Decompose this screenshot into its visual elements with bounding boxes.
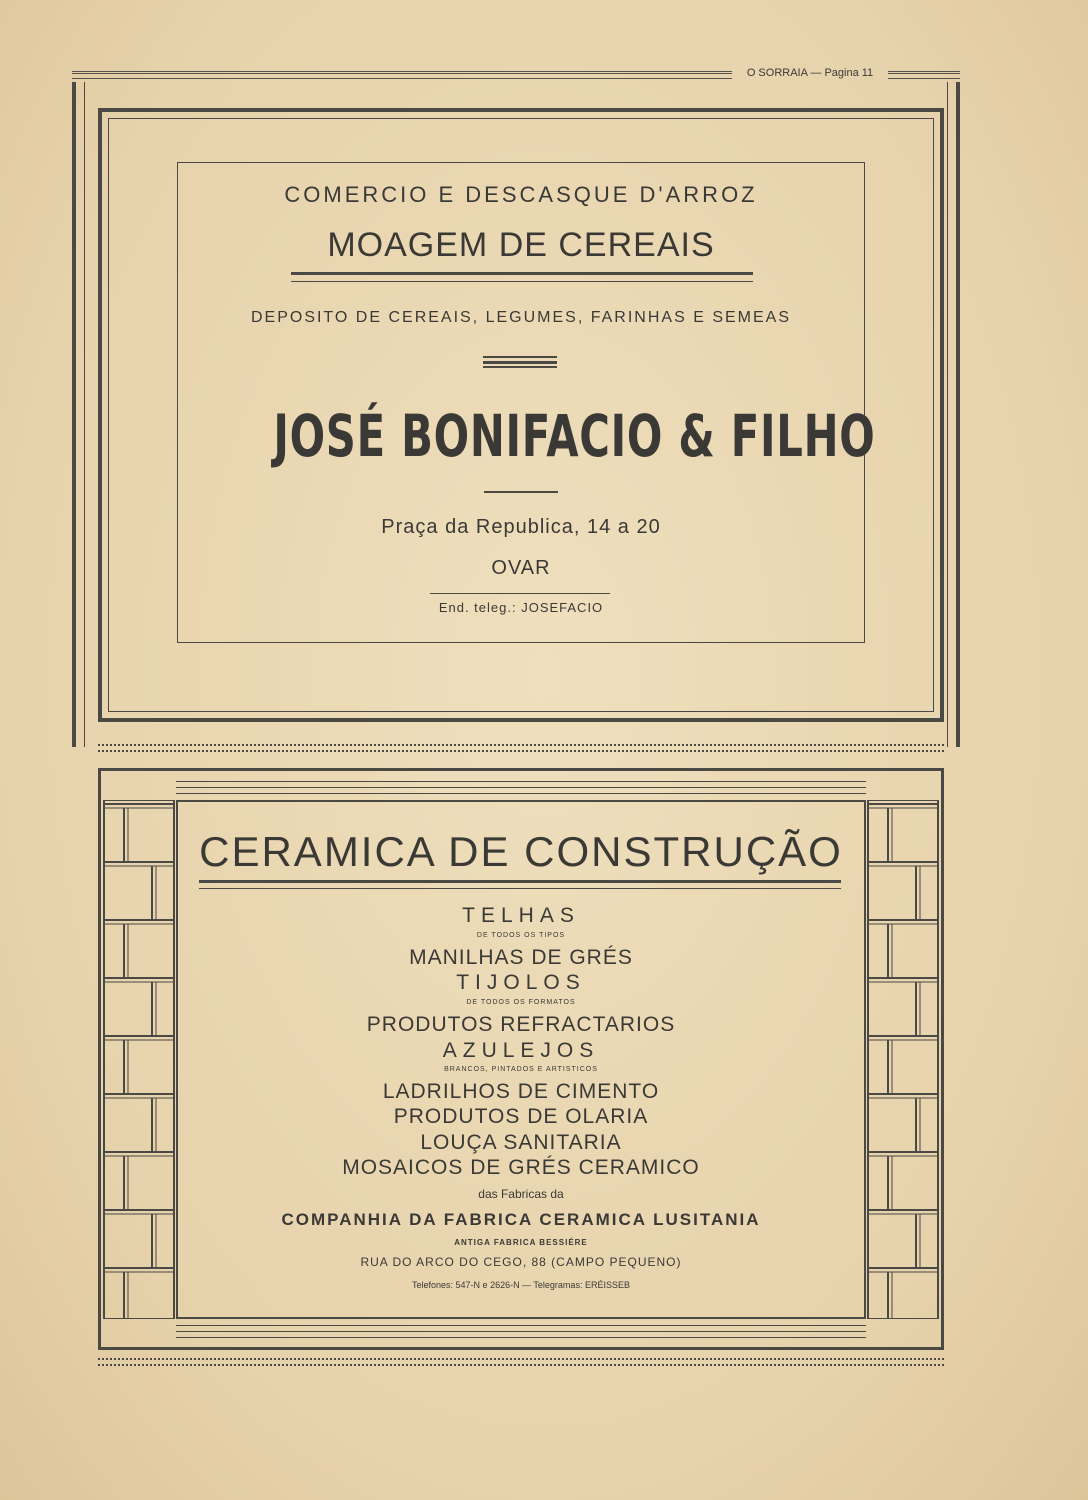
ad2-title: CERAMICA DE CONSTRUÇÃO [199,828,843,875]
ad2-top-line-2 [176,787,866,788]
ad1-products: DEPOSITO DE CEREAIS, LEGUMES, FARINHAS E SEMEAS [250,309,792,326]
ad1-city-rule [430,593,610,594]
header-rule-right [888,71,960,79]
ad2-from-label: das Fabricas da [478,1187,564,1201]
ad2-company-name: COMPANHIA DA FABRICA CERAMICA LUSITANIA [281,1210,761,1229]
ad1-company-rule [484,491,558,493]
product-ladrilhos: LADRILHOS DE CIMENTO [382,1080,660,1103]
ad2-street-address: RUA DO ARCO DO CEGO, 88 (CAMPO PEQUENO) [360,1255,682,1269]
product-azulejos-note: BRANCOS, PINTADOS E ARTISTICOS [444,1066,598,1073]
ad1-telegraph: End. teleg.: JOSEFACIO [438,600,604,615]
brick-pattern-left [102,800,176,1319]
ad1-tagline: COMERCIO E DESCASQUE D'ARROZ [284,182,758,207]
ad1-address: Praça da Republica, 14 a 20 [381,516,661,538]
header-rule-left [72,71,732,79]
product-refractarios: PRODUTOS REFRACTARIOS [366,1013,676,1036]
page-label: O SORRAIA — Pagina 11 [746,67,874,79]
brick-column-outline [104,800,174,1319]
brick-pattern-right [866,800,940,1319]
product-tijolos: TIJOLOS [456,971,586,994]
ad2-bottom-line-1 [176,1325,866,1326]
product-telhas: TELHAS [462,904,580,927]
product-tijolos-note: DE TODOS OS FORMATOS [466,999,576,1006]
ad2-bottom-dotted-border [98,1358,944,1366]
ad1-heading: MOAGEM DE CEREAIS [327,226,715,264]
ad2-top-line-1 [176,781,866,782]
ad1-separator [483,356,557,368]
brick-column-outline [868,800,938,1319]
product-manilhas: MANILHAS DE GRÉS [409,946,633,969]
ad2-top-dotted-border [98,744,944,752]
product-azulejos: AZULEJOS [442,1039,600,1062]
product-olaria: PRODUTOS DE OLARIA [393,1105,649,1128]
ad2-bottom-line-3 [176,1337,866,1338]
ad1-city: OVAR [491,557,551,579]
ad2-phones: Telefones: 547-N e 2626-N — Telegramas: ERÉISSEB [412,1280,630,1290]
ad2-top-line-3 [176,793,866,794]
ad2-bottom-line-2 [176,1331,866,1332]
ad2-former-name: ANTIGA FABRICA BESSIÉRE [454,1238,588,1247]
ad1-company-name: JOSÉ BONIFACIO & FILHO [273,402,876,470]
product-telhas-note: DE TODOS OS TIPOS [476,932,566,939]
product-mosaicos: MOSAICOS DE GRÉS CERAMICO [342,1156,700,1179]
ad1-heading-underline [291,272,753,282]
product-louca: LOUÇA SANITARIA [420,1131,622,1154]
ad2-title-underline [199,880,841,889]
